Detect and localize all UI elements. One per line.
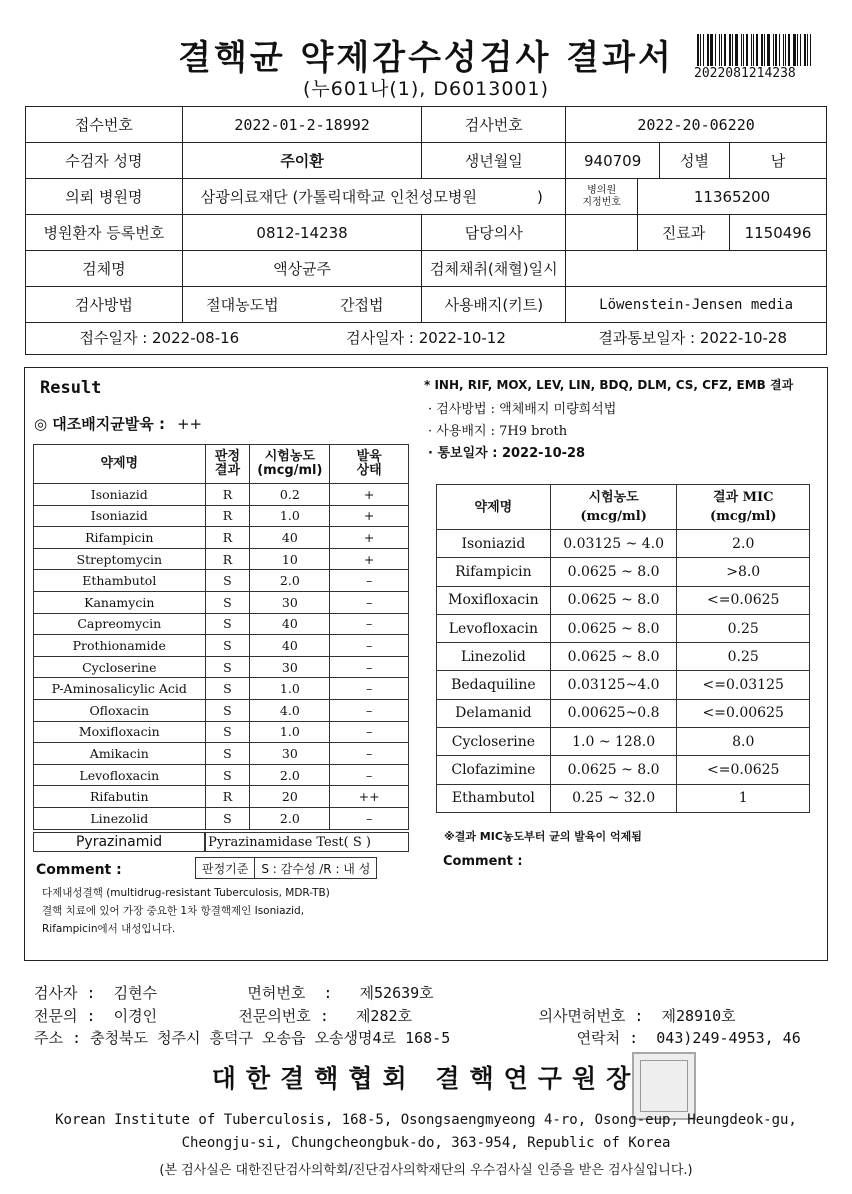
barcode-bar <box>732 34 733 66</box>
table-row <box>437 643 810 671</box>
barcode-bar <box>724 34 726 66</box>
cell-drug: Levofloxacin <box>34 764 206 786</box>
cell-drug: Prothionamide <box>34 635 206 657</box>
mic-report-date: · 통보일자 : 2022-10-28 <box>428 446 586 461</box>
doctor-label: 담당의사 <box>422 215 566 251</box>
comment-label-left: Comment : <box>36 862 122 878</box>
mic-cell-conc: 0.0625 ~ 8.0 <box>550 558 677 586</box>
cell-conc: 40 <box>250 613 330 635</box>
document-code: (누601나(1), D6013001) <box>302 78 550 100</box>
hospital-label: 의뢰 병원명 <box>26 179 183 215</box>
cell-conc: 1.0 <box>250 505 330 527</box>
barcode-bar <box>753 34 754 66</box>
reg-no: 0812-14238 <box>182 215 422 251</box>
control-growth <box>34 413 202 434</box>
mic-cell-mic: 1 <box>677 784 810 812</box>
cell-judge: R <box>205 548 250 570</box>
mic-table <box>436 484 810 813</box>
cell-drug: Isoniazid <box>34 484 206 506</box>
cell-judge: R <box>205 505 250 527</box>
mic-col-drug: 약제명 <box>437 485 551 530</box>
table-row <box>34 699 409 721</box>
barcode-bar <box>804 34 806 66</box>
cell-judge: S <box>205 678 250 700</box>
cell-judge: R <box>205 786 250 808</box>
cell-drug: Rifabutin <box>34 786 206 808</box>
mic-cell-conc: 0.25 ~ 32.0 <box>550 784 677 812</box>
method-1: 절대농도법 <box>182 287 302 323</box>
collection-label: 검체채취(채혈)일시 <box>422 251 566 287</box>
cell-drug: P-Aminosalicylic Acid <box>34 678 206 700</box>
cell-conc: 30 <box>250 591 330 613</box>
cell-conc: 40 <box>250 527 330 549</box>
barcode-bar <box>800 34 801 66</box>
cell-judge: R <box>205 527 250 549</box>
barcode-bar <box>707 34 709 66</box>
cell-drug: Kanamycin <box>34 591 206 613</box>
birth-date: 940709 <box>566 143 660 179</box>
control-growth-label: ◎ 대조배지균발육 : <box>34 415 165 433</box>
mic-col-conc: 시험농도 (mcg/ml) <box>550 485 677 530</box>
mic-cell-mic: <=0.00625 <box>677 699 810 727</box>
cell-conc: 2.0 <box>250 570 330 592</box>
method-label: 검사방법 <box>26 287 183 323</box>
cell-growth: – <box>330 743 409 765</box>
hospital-name-close: ) <box>536 188 543 206</box>
table-row <box>34 678 409 700</box>
mic-cell-drug: Ethambutol <box>437 784 551 812</box>
mic-cell-drug: Cycloserine <box>437 728 551 756</box>
mic-cell-conc: 0.0625 ~ 8.0 <box>550 614 677 642</box>
mic-cell-drug: Delamanid <box>437 699 551 727</box>
table-row <box>34 721 409 743</box>
mic-cell-drug: Isoniazid <box>437 530 551 558</box>
table-row <box>34 743 409 765</box>
test-no-label: 검사번호 <box>422 107 566 143</box>
mic-cell-drug: Clofazimine <box>437 756 551 784</box>
table-row <box>34 484 409 506</box>
cell-conc: 0.2 <box>250 484 330 506</box>
pyrazinamid-label: Pyrazinamid <box>33 832 205 852</box>
barcode-bar <box>761 34 763 66</box>
mic-cell-conc: 1.0 ~ 128.0 <box>550 728 677 756</box>
comment-line: Rifampicin에서 내성입니다. <box>42 923 176 935</box>
col-judge: 판정 결과 <box>205 445 250 484</box>
cell-growth: – <box>330 635 409 657</box>
barcode-bar <box>710 34 713 66</box>
barcode-bar <box>697 34 699 66</box>
cell-growth: – <box>330 656 409 678</box>
cell-judge: S <box>205 743 250 765</box>
mic-cell-conc: 0.0625 ~ 8.0 <box>550 756 677 784</box>
cell-judge: R <box>205 484 250 506</box>
test-no: 2022-20-06220 <box>566 107 827 143</box>
hospital-code-label <box>566 179 638 215</box>
cell-growth: – <box>330 678 409 700</box>
specimen-label: 검체명 <box>26 251 183 287</box>
dept-value: 1150496 <box>729 215 826 251</box>
cell-conc: 4.0 <box>250 699 330 721</box>
col-conc: 시험농도 (mcg/ml) <box>250 445 330 484</box>
mic-cell-mic: <=0.0625 <box>677 756 810 784</box>
barcode-icon <box>697 34 815 66</box>
cell-growth: – <box>330 807 409 829</box>
mic-cell-drug: Bedaquiline <box>437 671 551 699</box>
test-date: 검사일자 : 2022-10-12 <box>346 328 506 347</box>
table-row <box>34 635 409 657</box>
table-row <box>34 527 409 549</box>
cell-conc: 1.0 <box>250 678 330 700</box>
result-heading: Result <box>40 378 102 398</box>
hospital-code-label-1: 병의원 <box>587 184 617 196</box>
cell-drug: Amikacin <box>34 743 206 765</box>
mic-media: · 사용배지 : 7H9 broth <box>428 424 568 439</box>
mic-cell-conc: 0.03125~4.0 <box>550 671 677 699</box>
cell-drug: Cycloserine <box>34 656 206 678</box>
criteria-value: S : 감수성 /R : 내 성 <box>254 858 376 878</box>
col-growth: 발육 상태 <box>330 445 409 484</box>
barcode-bar <box>783 34 784 66</box>
reception-date: 접수일자 : 2022-08-16 <box>79 328 240 347</box>
table-row <box>34 807 409 829</box>
report-date: 결과통보일자 : 2022-10-28 <box>598 328 788 347</box>
mic-cell-conc: 0.0625 ~ 8.0 <box>550 643 677 671</box>
hospital-code-label-2: 지정번호 <box>582 196 621 208</box>
mic-cell-drug: Levofloxacin <box>437 614 551 642</box>
cell-growth: – <box>330 699 409 721</box>
mic-cell-drug: Linezolid <box>437 643 551 671</box>
absolute-concentration-table <box>33 444 409 830</box>
barcode-bar <box>773 34 774 66</box>
barcode-bar <box>788 34 790 66</box>
footer-address: 주소 : 충청북도 청주시 흥덕구 오송읍 오송생명4로 168-5 연락처 : 043)249-4953, 46 <box>34 1029 801 1047</box>
table-row <box>34 591 409 613</box>
cell-drug: Linezolid <box>34 807 206 829</box>
barcode-bar <box>703 34 704 66</box>
footer-specialist: 전문의 : 이경인 전문의번호 : 제282호 의사면허번호 : 제28910호 <box>34 1007 736 1025</box>
cell-judge: S <box>205 656 250 678</box>
english-address-1: Korean Institute of Tuberculosis, 168-5, Osongsaengmyeong 4-ro, Osong-eup, Heungdeok-gu, <box>55 1112 797 1128</box>
cell-drug: Rifampicin <box>34 527 206 549</box>
barcode-bar <box>700 34 701 66</box>
certification-note: (본 검사실은 대한진단검사의학회/진단검사의학재단의 우수검사실 인증을 받은 검사실입니다.) <box>159 1163 693 1178</box>
mic-col-result: 결과 MIC (mcg/ml) <box>677 485 810 530</box>
cell-growth: + <box>330 484 409 506</box>
cell-growth: – <box>330 721 409 743</box>
collection-value <box>566 251 827 287</box>
barcode-bar <box>719 34 720 66</box>
cell-judge: S <box>205 591 250 613</box>
table-row <box>437 530 810 558</box>
barcode-bar <box>735 34 738 66</box>
sex-label: 성별 <box>660 143 730 179</box>
mic-header: * INH, RIF, MOX, LEV, LIN, BDQ, DLM, CS, CFZ, EMB 결과 <box>424 378 794 392</box>
method-2: 간접법 <box>302 287 422 323</box>
hospital-name <box>182 179 565 215</box>
doctor-value <box>566 215 638 251</box>
table-row <box>34 570 409 592</box>
reg-no-label: 병원환자 등록번호 <box>26 215 183 251</box>
hospital-name-text: 삼광의료재단 (가톨릭대학교 인천성모병원 <box>200 188 477 206</box>
criteria-label: 판정기준 <box>202 861 249 876</box>
comment-line: 다제내성결핵 (multidrug-resistant Tuberculosis, MDR-TB) <box>42 887 330 899</box>
dates-row <box>25 320 827 355</box>
col-drug: 약제명 <box>34 445 206 484</box>
organization-name: 대한결핵협회 결핵연구원장 <box>211 1064 641 1093</box>
table-row <box>34 548 409 570</box>
cell-judge: S <box>205 613 250 635</box>
document-title: 결핵균 약제감수성검사 결과서 <box>178 38 674 78</box>
footer-examiner: 검사자 : 김현수 면허번호 : 제52639호 <box>34 984 434 1002</box>
barcode-bar <box>746 34 748 66</box>
barcode-bar <box>756 34 758 66</box>
cell-conc: 20 <box>250 786 330 808</box>
mic-cell-drug: Moxifloxacin <box>437 586 551 614</box>
mic-method: · 검사방법 : 액체배지 미량희석법 <box>428 402 617 417</box>
barcode-bar <box>807 34 808 66</box>
cell-drug: Moxifloxacin <box>34 721 206 743</box>
dept-label: 진료과 <box>638 215 730 251</box>
cell-drug: Streptomycin <box>34 548 206 570</box>
hospital-code: 11365200 <box>638 179 827 215</box>
cell-growth: + <box>330 548 409 570</box>
barcode-bar <box>775 34 777 66</box>
barcode-number: 2022081214238 <box>694 66 796 81</box>
mic-cell-mic: <=0.0625 <box>677 586 810 614</box>
table-row <box>437 614 810 642</box>
mic-cell-mic: 2.0 <box>677 530 810 558</box>
cell-judge: S <box>205 764 250 786</box>
english-address-2: Cheongju-si, Chungcheongbuk-do, 363-954, Republic of Korea <box>181 1135 671 1151</box>
mic-cell-mic: >8.0 <box>677 558 810 586</box>
media-value: Löwenstein-Jensen media <box>566 287 827 323</box>
cell-judge: S <box>205 699 250 721</box>
table-row <box>34 656 409 678</box>
cell-growth: + <box>330 527 409 549</box>
table-row <box>34 505 409 527</box>
sex-value: 남 <box>729 143 826 179</box>
birth-label: 생년월일 <box>422 143 566 179</box>
cell-growth: – <box>330 591 409 613</box>
mic-cell-mic: 0.25 <box>677 614 810 642</box>
cell-growth: – <box>330 764 409 786</box>
cell-conc: 2.0 <box>250 764 330 786</box>
table-row <box>34 764 409 786</box>
barcode-bar <box>729 34 731 66</box>
table-row <box>437 671 810 699</box>
media-label: 사용배지(키트) <box>422 287 566 323</box>
barcode-bar <box>751 34 752 66</box>
barcode-bar <box>779 34 780 66</box>
table-row <box>437 558 810 586</box>
table-row <box>437 728 810 756</box>
barcode-bar <box>810 34 811 66</box>
mic-cell-conc: 0.03125 ~ 4.0 <box>550 530 677 558</box>
barcode-bar <box>767 34 770 66</box>
mic-cell-conc: 0.00625~0.8 <box>550 699 677 727</box>
cell-drug: Ofloxacin <box>34 699 206 721</box>
criteria-box <box>195 857 377 879</box>
barcode-bar <box>715 34 716 66</box>
cell-growth: – <box>330 613 409 635</box>
patient-name: 주이환 <box>182 143 422 179</box>
cell-conc: 2.0 <box>250 807 330 829</box>
cell-conc: 30 <box>250 743 330 765</box>
barcode-bar <box>797 34 798 66</box>
mic-cell-conc: 0.0625 ~ 8.0 <box>550 586 677 614</box>
barcode-bar <box>764 34 765 66</box>
cell-judge: S <box>205 721 250 743</box>
cell-drug: Capreomycin <box>34 613 206 635</box>
cell-drug: Isoniazid <box>34 505 206 527</box>
cell-judge: S <box>205 570 250 592</box>
barcode-bar <box>721 34 722 66</box>
cell-conc: 40 <box>250 635 330 657</box>
mic-cell-mic: 8.0 <box>677 728 810 756</box>
control-growth-value: ++ <box>176 415 203 433</box>
pyrazinamid-row <box>33 832 409 852</box>
comment-label-right: Comment : <box>443 854 523 869</box>
cell-growth: – <box>330 570 409 592</box>
mic-cell-mic: 0.25 <box>677 643 810 671</box>
pyrazinamid-result: Pyrazinamidase Test( S ) <box>205 832 409 852</box>
barcode-bar <box>743 34 744 66</box>
patient-name-label: 수검자 성명 <box>26 143 183 179</box>
table-row <box>437 699 810 727</box>
table-row <box>437 586 810 614</box>
cell-growth: ++ <box>330 786 409 808</box>
reception-no: 2022-01-2-18992 <box>182 107 422 143</box>
barcode-bar <box>785 34 786 66</box>
cell-judge: S <box>205 807 250 829</box>
mic-cell-mic: <=0.03125 <box>677 671 810 699</box>
cell-growth: + <box>330 505 409 527</box>
barcode-bar <box>741 34 742 66</box>
table-row <box>34 613 409 635</box>
comment-text <box>42 884 412 938</box>
mic-cell-drug: Rifampicin <box>437 558 551 586</box>
patient-info-table <box>25 106 827 323</box>
cell-judge: S <box>205 635 250 657</box>
table-row <box>34 786 409 808</box>
barcode-bar <box>793 34 796 66</box>
cell-conc: 10 <box>250 548 330 570</box>
comment-line: 결핵 치료에 있어 가장 중요한 1차 항결핵제인 Isoniazid, <box>42 905 305 917</box>
cell-conc: 30 <box>250 656 330 678</box>
cell-drug: Ethambutol <box>34 570 206 592</box>
specimen-value: 액상균주 <box>182 251 422 287</box>
cell-conc: 1.0 <box>250 721 330 743</box>
table-row <box>437 756 810 784</box>
table-row <box>437 784 810 812</box>
reception-no-label: 접수번호 <box>26 107 183 143</box>
mic-note: ※결과 MIC농도부터 균의 발육이 억제됨 <box>444 830 642 843</box>
